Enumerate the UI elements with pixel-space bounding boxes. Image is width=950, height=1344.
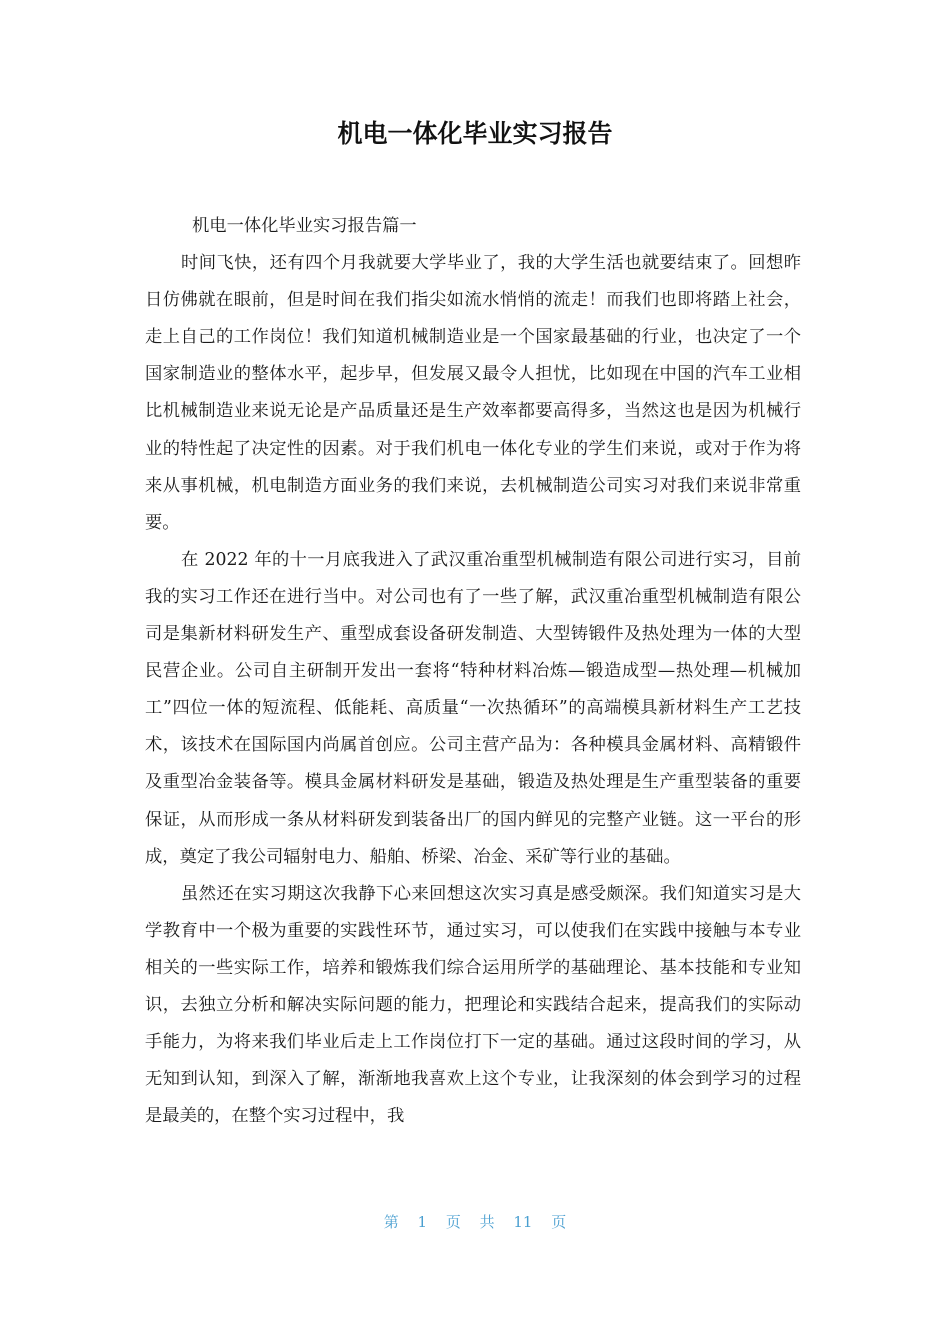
- document-body: [145, 208, 801, 1135]
- paragraph-1: 时间飞快，还有四个月我就要大学毕业了，我的大学生活也就要结束了。回想昨日仿佛就在眼前，但是时间在我们指尖如流水悄悄的流走！而我们也即将踏上社会，走上自己的工作岗位！我们知道机械制造业是一个国家最基础的行业，也决定了一个国家制造业的整体水平，起步早，但发展又最令人担忧，比如现在中国的汽车工业相比机械制造业来说无论是产品质量还是生产效率都要高得多，当然这也是因为机械行业的特性起了决定性的因素。对于我们机电一体化专业的学生们来说，或对于作为将来从事机械，机电制造方面业务的我们来说，去机械制造公司实习对我们来说非常重要。: [145, 253, 801, 533]
- document-title: 机电一体化毕业实习报告: [337, 119, 613, 148]
- section-heading: 机电一体化毕业实习报告篇一: [192, 216, 417, 236]
- paragraph-2: 在 2022 年的十一月底我进入了武汉重冶重型机械制造有限公司进行实习，目前我的实习工作还在进行当中。对公司也有了一些了解，武汉重冶重型机械制造有限公司是集新材料研发生产、重型成套设备研发制造、大型铸锻件及热处理为一体的大型民营企业。公司自主研制开发出一套将“特种材料冶炼—锻造成型—热处理—机械加工”四位一体的短流程、低能耗、高质量“一次热循环”的高端模具新材料生产工艺技术，该技术在国际国内尚属首创应。公司主营产品为：各种模具金属材料、高精锻件及重型冶金装备等。模具金属材料研发是基础，锻造及热处理是生产重型装备的重要保证，从而形成一条从材料研发到装备出厂的国内鲜见的完整产业链。这一平台的形成，奠定了我公司辐射电力、船舶、桥梁、冶金、采矿等行业的基础。: [145, 549, 801, 867]
- paragraph-3: 虽然还在实习期这次我静下心来回想这次实习真是感受颇深。我们知道实习是大学教育中一个极为重要的实践性环节，通过实习，可以使我们在实践中接触与本专业相关的一些实际工作，培养和锻炼我们综合运用所学的基础理论、基本技能和专业知识，去独立分析和解决实际问题的能力，把理论和实践结合起来，提高我们的实际动手能力，为将来我们毕业后走上工作岗位打下一定的基础。通过这段时间的学习，从无知到认知，到深入了解，渐渐地我喜欢上这个专业，让我深刻的体会到学习的过程是最美的，在整个实习过程中，我: [145, 883, 801, 1127]
- page-number-footer: 第 1 页 共 11 页: [383, 1213, 567, 1231]
